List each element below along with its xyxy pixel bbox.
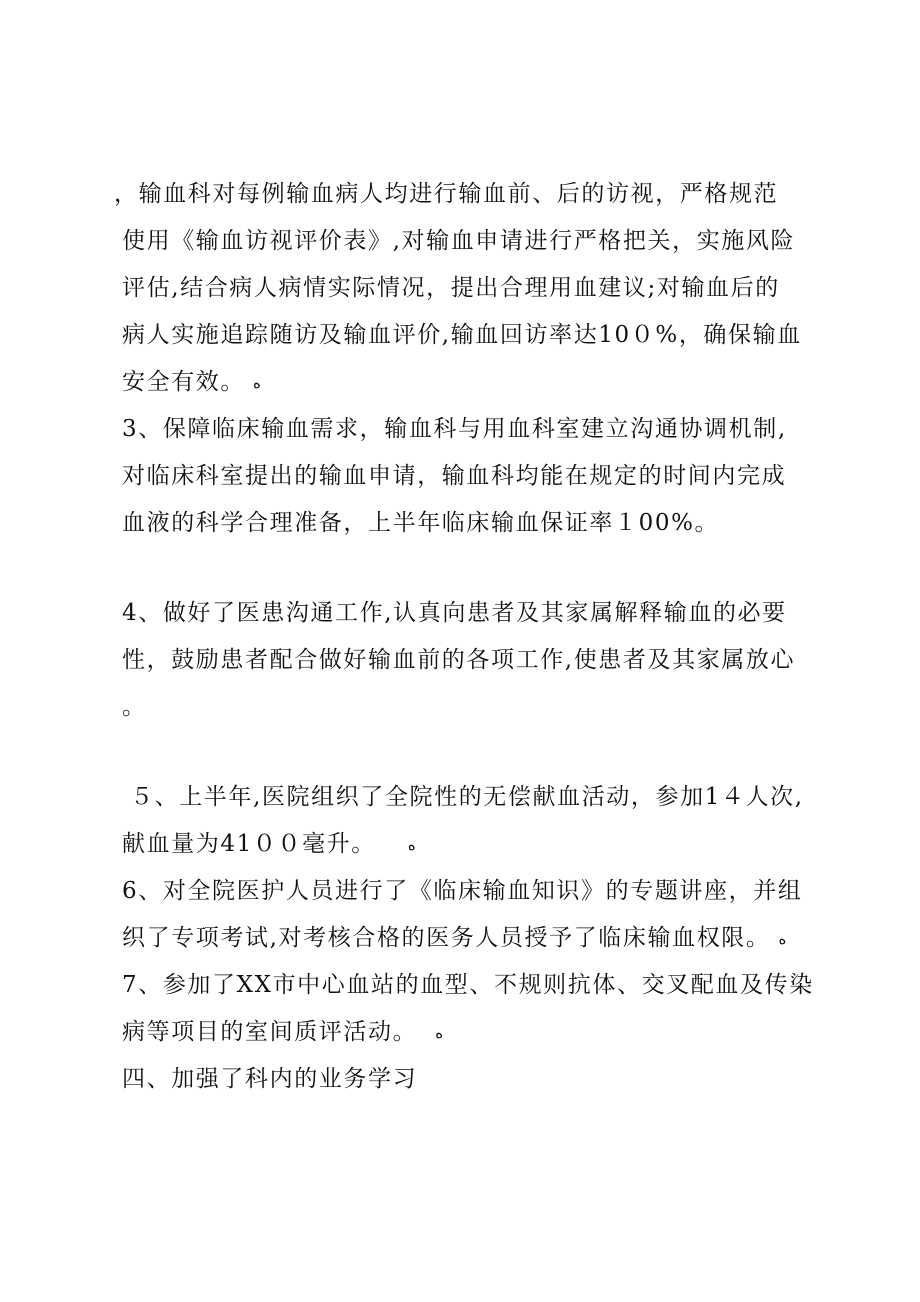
- text-line-14: 6、对全院医护人员进行了《临床输血知识》的专题讲座，并组: [122, 878, 803, 904]
- text-line-16: 7、参加了XX市中心血站的血型、不规则抗体、交叉配血及传染: [122, 972, 814, 998]
- paragraph-mark-icon: ه: [253, 374, 261, 392]
- paragraph-mark-icon: ه: [407, 836, 416, 854]
- text-line-7: 对临床科室提出的输血申请，输血科均能在规定的时间内完成: [122, 463, 787, 489]
- paragraph-mark-icon: ه: [435, 1024, 444, 1042]
- text-line-15: 织了专项考试,对考核合格的医务人员授予了临床输血权限。 ه: [122, 920, 812, 956]
- text-line-9: 4、做好了医患沟通工作,认真向患者及其家属解释输血的必要: [122, 600, 787, 626]
- text-line-10: 性，鼓励患者配合做好输血前的各项工作,使患者及其家属放心: [122, 647, 796, 673]
- text-line-4: 病人实施追踪随访及输血评价,输血回访率达10０%，确保输血: [122, 322, 802, 348]
- text-line-12: ５、上半年,医院组织了全院性的无偿献血活动，参加1４人次,: [130, 784, 804, 810]
- paragraph-mark-icon: ه: [778, 930, 787, 948]
- text-line-11: 。: [122, 694, 147, 720]
- text-line-1: ，输血科对每例输血病人均进行输血前、后的访视，严格规范: [114, 181, 779, 207]
- text-line-5: 安全有效。 ه: [122, 364, 812, 400]
- text-line-3: 评估,结合病人病情实际情况，提出合理用血建议;对输血后的: [122, 275, 780, 301]
- text-line-6: 3、保障临床输血需求，输血科与用血科室建立沟通协调机制,: [122, 416, 787, 442]
- text-line-2: 使用《输血访视评价表》,对输血申请进行严格把关，实施风险: [122, 228, 796, 254]
- text-line-8: 血液的科学合理准备，上半年临床输血保证率１00%。: [122, 510, 720, 536]
- text-line-17: 病等项目的室间质评活动。 ه: [122, 1014, 812, 1050]
- text-line-18: 四、加强了科内的业务学习: [122, 1066, 418, 1092]
- text-line-13: 献血量为41００毫升。 ه: [122, 826, 812, 862]
